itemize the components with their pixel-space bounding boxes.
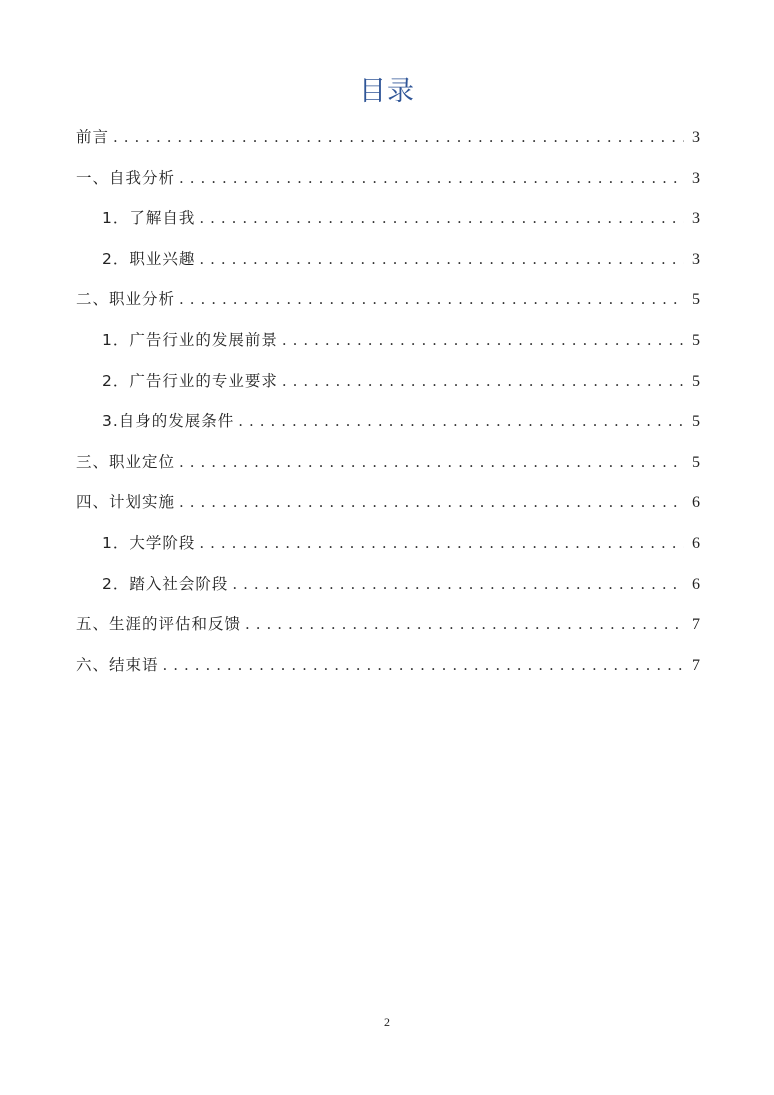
toc-entry-career-analysis[interactable] xyxy=(76,279,700,320)
dot-leader xyxy=(179,279,684,319)
toc-entry-page: 5 xyxy=(692,331,700,349)
dot-leader xyxy=(199,523,684,563)
toc-entry-label: 一、自我分析 xyxy=(76,168,176,187)
dot-leader xyxy=(232,564,684,604)
toc-entry-page: 5 xyxy=(692,291,700,309)
dot-leader xyxy=(179,158,684,198)
toc-entry-label: 五、生涯的评估和反馈 xyxy=(76,615,242,634)
toc-entry-self-analysis[interactable] xyxy=(76,158,700,199)
toc-entry-label: 六、结束语 xyxy=(76,655,159,674)
toc-entry-career-interest[interactable] xyxy=(76,239,700,280)
toc-entry-know-self[interactable] xyxy=(76,198,700,239)
toc-entry-label: 1．广告行业的发展前景 xyxy=(102,330,278,349)
toc-entry-page: 7 xyxy=(692,656,700,674)
dot-leader xyxy=(179,442,684,482)
toc-entry-page: 5 xyxy=(692,413,700,431)
toc-title: 目录 xyxy=(359,76,415,107)
toc-entry-page: 3 xyxy=(692,129,700,146)
toc-entry-industry-requirements[interactable] xyxy=(76,361,700,402)
toc-entry-page: 5 xyxy=(692,372,700,390)
dot-leader xyxy=(238,401,684,441)
toc-entry-page: 3 xyxy=(692,169,700,187)
toc-entry-career-positioning[interactable] xyxy=(76,442,700,483)
toc-entry-label: 2．职业兴趣 xyxy=(102,249,196,268)
toc-entry-page: 6 xyxy=(692,534,700,552)
dot-leader xyxy=(199,198,684,238)
toc-entry-label: 三、职业定位 xyxy=(76,452,176,471)
toc-entry-label: 1．大学阶段 xyxy=(102,533,196,552)
toc-entry-label: 2．踏入社会阶段 xyxy=(102,574,229,593)
dot-leader xyxy=(245,604,684,644)
toc-entry-label: 3.自身的发展条件 xyxy=(102,412,235,431)
dot-leader xyxy=(282,320,684,360)
toc-list xyxy=(76,117,700,685)
toc-entry-label: 2．广告行业的专业要求 xyxy=(102,371,278,390)
toc-entry-page: 3 xyxy=(692,210,700,228)
toc-entry-page: 6 xyxy=(692,575,700,593)
toc-entry-page: 6 xyxy=(692,494,700,512)
toc-entry-evaluation-feedback[interactable] xyxy=(76,604,700,645)
dot-leader xyxy=(282,361,684,401)
toc-entry-society-stage[interactable] xyxy=(76,564,700,605)
toc-entry-preface[interactable] xyxy=(76,117,700,158)
toc-entry-page: 7 xyxy=(692,616,700,634)
toc-entry-page: 3 xyxy=(692,250,700,268)
toc-entry-own-conditions[interactable] xyxy=(76,401,700,442)
dot-leader xyxy=(179,482,684,522)
toc-entry-conclusion[interactable] xyxy=(76,645,700,686)
dot-leader xyxy=(199,239,684,279)
toc-entry-page: 5 xyxy=(692,453,700,471)
toc-entry-label: 前言 xyxy=(76,128,110,146)
dot-leader xyxy=(163,645,684,685)
toc-entry-label: 二、职业分析 xyxy=(76,290,176,309)
toc-entry-plan-implementation[interactable] xyxy=(76,482,700,523)
toc-entry-university-stage[interactable] xyxy=(76,523,700,564)
toc-entry-label: 1．了解自我 xyxy=(102,209,196,228)
dot-leader xyxy=(113,117,684,157)
toc-entry-label: 四、计划实施 xyxy=(76,493,176,512)
toc-entry-industry-prospects[interactable] xyxy=(76,320,700,361)
page-number: 2 xyxy=(384,1015,390,1029)
